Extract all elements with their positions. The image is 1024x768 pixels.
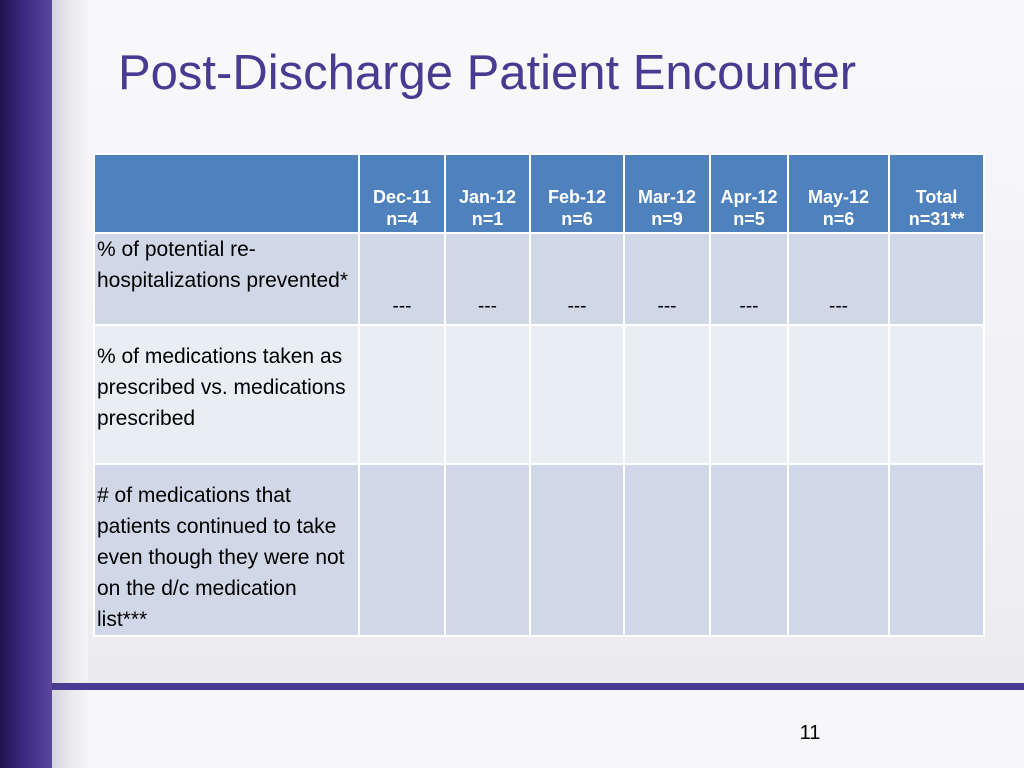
table-cell [445,325,530,464]
table-cell [710,325,788,464]
column-header-jan-12 [445,154,530,233]
table-cell: --- [624,233,710,325]
column-month: Jan-12 [458,187,517,207]
table-cell [889,325,984,464]
column-month: May-12 [807,187,870,207]
table-row [94,233,984,325]
column-month: Apr-12 [720,187,778,207]
table-header-row [94,154,984,233]
table-cell: --- [359,233,445,325]
table-cell [788,325,889,464]
column-month: Total [915,187,958,207]
table-cell [788,464,889,636]
column-header-mar-12 [624,154,710,233]
slide-title: Post-Discharge Patient Encounter [118,46,857,100]
column-count: n=6 [822,209,855,229]
column-count: n=5 [733,209,765,229]
table-cell [359,464,445,636]
column-header-feb-12 [530,154,624,233]
table-cell: --- [530,233,624,325]
column-count: n=1 [471,209,504,229]
column-month: Dec-11 [372,187,432,207]
left-accent-bar [0,0,52,768]
encounter-table [93,153,985,637]
column-count: n=6 [561,209,593,229]
table-cell [445,464,530,636]
table-cell: --- [710,233,788,325]
column-header-apr-12 [710,154,788,233]
column-header-dec-11 [359,154,445,233]
column-month: Mar-12 [637,187,697,207]
table-cell [624,464,710,636]
table-cell [624,325,710,464]
left-shadow [52,0,88,768]
table-cell [530,325,624,464]
footer-background [88,690,1024,768]
header-corner-cell [94,154,359,233]
column-header-may-12 [788,154,889,233]
column-month: Feb-12 [547,187,607,207]
table-cell [710,464,788,636]
slide-number: 11 [799,722,821,744]
column-header-total [889,154,984,233]
column-count: n=31** [908,209,965,229]
table-cell: --- [445,233,530,325]
table-cell [359,325,445,464]
table-cell [530,464,624,636]
table-cell [889,464,984,636]
table-cell: --- [788,233,889,325]
column-count: n=9 [651,209,683,229]
row-label: # of medications that patients continued to take even though they were not on the d/c medication list*** [94,464,359,636]
column-count: n=4 [386,209,418,229]
table-cell [889,233,984,325]
table-row [94,325,984,464]
table-row [94,464,984,636]
row-label: % of potential re-hospitalizations prevented* [94,233,359,325]
row-label: % of medications taken as prescribed vs. medications prescribed [94,325,359,464]
bottom-divider [52,683,1024,690]
